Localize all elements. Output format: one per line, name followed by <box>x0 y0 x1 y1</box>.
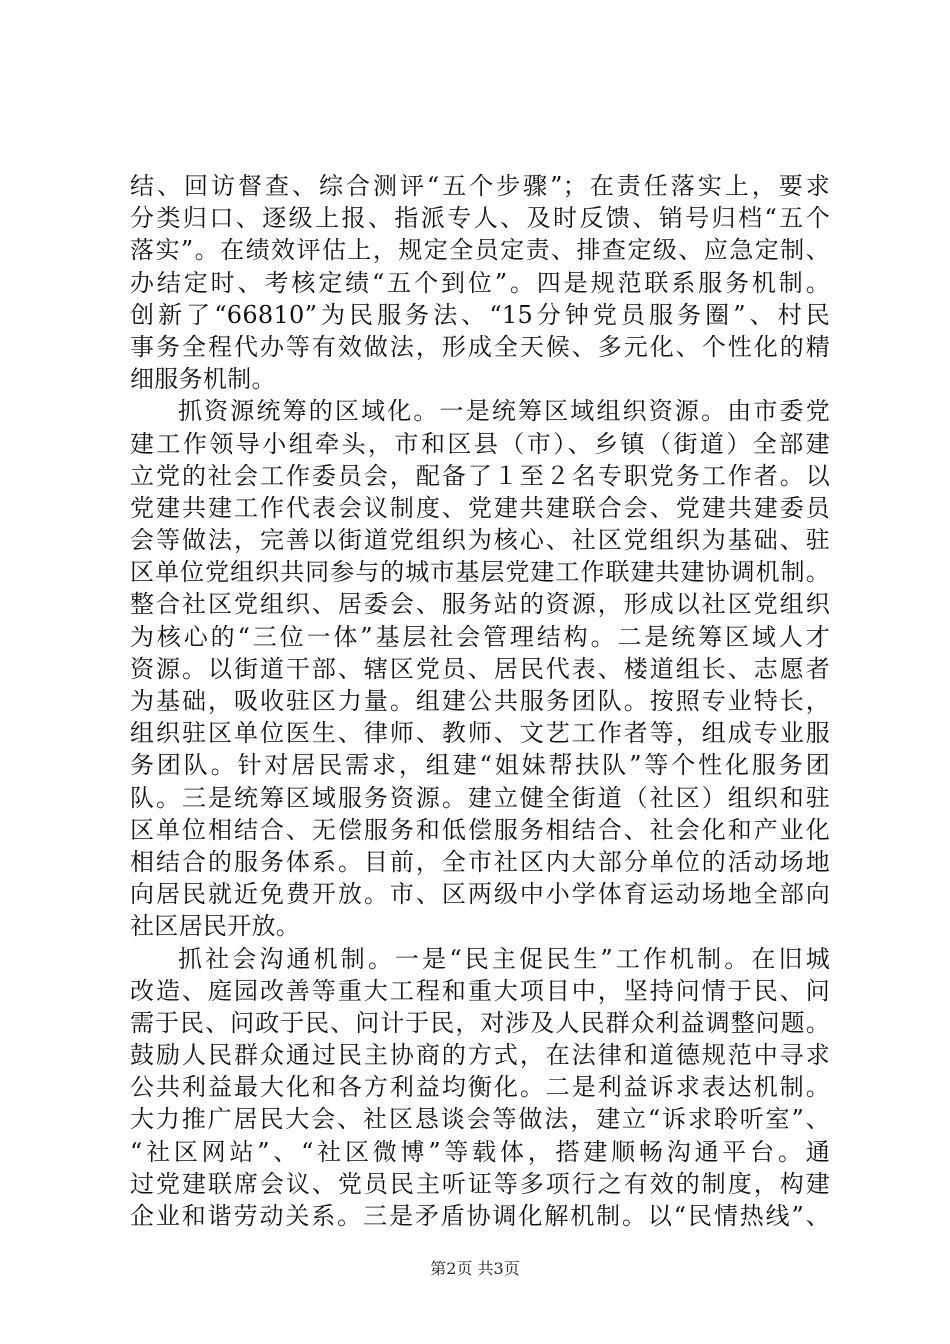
text-line: 整合社区党组织、居委会、服务站的资源，形成以社区党组织 <box>130 590 830 619</box>
text-line: 事务全程代办等有效做法，形成全天候、多元化、个性化的精 <box>130 332 830 361</box>
document-body <box>130 170 830 1232</box>
text-line: “社区网站”、“社区微博”等载体，搭建顺畅沟通平台。通 <box>130 1137 830 1166</box>
text-line: 鼓励人民群众通过民主协商的方式，在法律和道德规范中寻求 <box>130 1041 830 1070</box>
text-line: 建工作领导小组牵头，市和区县（市）、乡镇（街道）全部建 <box>130 429 830 458</box>
text-line: 区单位相结合、无偿服务和低偿服务相结合、社会化和产业化 <box>130 815 830 844</box>
text-line: 为基础，吸收驻区力量。组建公共服务团队。按照专业特长， <box>130 687 830 715</box>
text-line: 抓社会沟通机制。一是“民主促民生”工作机制。在旧城 <box>178 944 830 973</box>
text-line: 会等做法，完善以街道党组织为核心、社区党组织为基础、驻 <box>130 526 830 555</box>
text-line: 抓资源统筹的区域化。一是统筹区域组织资源。由市委党 <box>178 397 830 426</box>
text-line: 公共利益最大化和各方利益均衡化。二是利益诉求表达机制。 <box>130 1073 830 1102</box>
text-line: 向居民就近免费开放。市、区两级中小学体育运动场地全部向 <box>130 880 830 909</box>
text-line: 结、回访督查、综合测评“五个步骤”；在责任落实上，要求 <box>130 172 830 200</box>
text-line: 办结定时、考核定绩“五个到位”。四是规范联系服务机制。 <box>130 268 830 297</box>
text-line: 资源。以街道干部、辖区党员、居民代表、楼道组长、志愿者 <box>130 654 830 683</box>
text-line: 大力推广居民大会、社区恳谈会等做法，建立“诉求聆听室”、 <box>130 1105 830 1134</box>
text-line: 党建共建工作代表会议制度、党建共建联合会、党建共建委员 <box>130 493 830 522</box>
text-line: 需于民、问政于民、问计于民，对涉及人民群众利益调整问题。 <box>130 1008 830 1037</box>
text-line: 立党的社会工作委员会，配备了１至２名专职党务工作者。以 <box>130 461 830 490</box>
text-line: 组织驻区单位医生、律师、教师、文艺工作者等，组成专业服 <box>130 719 830 748</box>
text-line: 创新了“66810”为民服务法、“15分钟党员服务圈”、村民 <box>130 300 830 329</box>
text-line: 为核心的“三位一体”基层社会管理结构。二是统筹区域人才 <box>130 622 830 651</box>
text-line: 细服务机制。 <box>130 365 276 394</box>
text-line: 队。三是统筹区域服务资源。建立健全街道（社区）组织和驻 <box>130 783 830 812</box>
page-number-footer: 第2页 共3页 <box>430 1259 520 1278</box>
text-line: 相结合的服务体系。目前，全市社区内大部分单位的活动场地 <box>130 847 830 876</box>
text-line: 社区居民开放。 <box>130 912 301 941</box>
text-line: 企业和谐劳动关系。三是矛盾协调化解机制。以“民情热线”、 <box>130 1202 830 1230</box>
text-line: 区单位党组织共同参与的城市基层党建工作联建共建协调机制。 <box>130 558 830 587</box>
text-line: 改造、庭园改善等重大工程和重大项目中，坚持问情于民、问 <box>130 976 830 1005</box>
text-line: 分类归口、逐级上报、指派专人、及时反馈、销号归档“五个 <box>130 204 830 233</box>
text-line: 过党建联席会议、党员民主听证等多项行之有效的制度，构建 <box>130 1169 830 1198</box>
text-line: 落实”。在绩效评估上，规定全员定责、排查定级、应急定制、 <box>130 236 830 265</box>
text-line: 务团队。针对居民需求，组建“姐妹帮扶队”等个性化服务团 <box>130 751 830 780</box>
